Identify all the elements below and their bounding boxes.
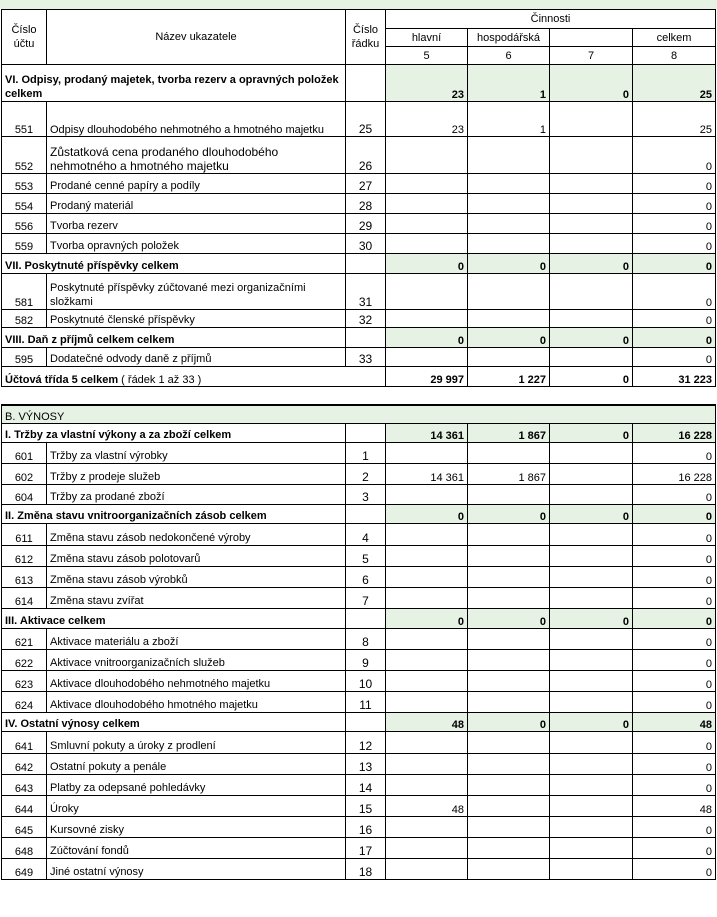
value-v6 bbox=[468, 524, 550, 546]
section-value-v7: 0 bbox=[550, 254, 633, 274]
gap-cell bbox=[2, 387, 716, 405]
value-v6: 1 bbox=[468, 102, 550, 137]
value-v8: 0 bbox=[633, 650, 716, 671]
section-value-v7: 0 bbox=[550, 65, 633, 102]
account-number: 554 bbox=[2, 194, 47, 214]
value-v7 bbox=[550, 137, 633, 174]
header-col-5: 5 bbox=[386, 47, 468, 65]
account-number: 582 bbox=[2, 310, 47, 328]
line-number: 17 bbox=[346, 838, 386, 859]
value-v7 bbox=[550, 234, 633, 254]
top-band bbox=[0, 0, 717, 9]
table-row bbox=[2, 348, 716, 367]
table-row bbox=[2, 102, 716, 137]
value-v5 bbox=[386, 546, 468, 567]
value-v5 bbox=[386, 817, 468, 838]
value-v7 bbox=[550, 588, 633, 609]
section-total-row bbox=[2, 328, 716, 348]
indicator-name: Aktivace vnitroorganizačních služeb bbox=[47, 650, 346, 671]
account-number: 595 bbox=[2, 348, 47, 367]
section-value-v5: 0 bbox=[386, 505, 468, 524]
line-number: 29 bbox=[346, 214, 386, 234]
indicator-name: Tržby za vlastní výrobky bbox=[47, 443, 346, 464]
value-v8: 0 bbox=[633, 348, 716, 367]
class-5-total-row bbox=[2, 367, 716, 387]
value-v6 bbox=[468, 692, 550, 713]
value-v8: 48 bbox=[633, 796, 716, 817]
section-value-v6: 0 bbox=[468, 328, 550, 348]
value-v5 bbox=[386, 485, 468, 505]
header-col-7: 7 bbox=[550, 47, 633, 65]
indicator-name: Prodaný materiál bbox=[47, 194, 346, 214]
value-v8: 0 bbox=[633, 567, 716, 588]
header-blank bbox=[550, 29, 633, 47]
value-v5 bbox=[386, 194, 468, 214]
value-v6 bbox=[468, 546, 550, 567]
value-v5 bbox=[386, 650, 468, 671]
class-5-total-label bbox=[2, 367, 386, 387]
table-row bbox=[2, 775, 716, 796]
value-v8: 0 bbox=[633, 838, 716, 859]
value-v6 bbox=[468, 754, 550, 775]
account-number: 649 bbox=[2, 859, 47, 880]
section-total-row bbox=[2, 713, 716, 732]
table-row bbox=[2, 796, 716, 817]
line-number: 30 bbox=[346, 234, 386, 254]
line-number: 7 bbox=[346, 588, 386, 609]
table-row bbox=[2, 546, 716, 567]
value-v8: 0 bbox=[633, 588, 716, 609]
line-number: 5 bbox=[346, 546, 386, 567]
value-v8: 16 228 bbox=[633, 464, 716, 485]
table-row bbox=[2, 671, 716, 692]
section-value-v7: 0 bbox=[550, 424, 633, 443]
indicator-name: Prodané cenné papíry a podíly bbox=[47, 174, 346, 194]
value-v5 bbox=[386, 732, 468, 754]
section-value-v5: 0 bbox=[386, 254, 468, 274]
revenues-title-row bbox=[2, 405, 716, 424]
section-value-v6: 0 bbox=[468, 609, 550, 629]
value-v7 bbox=[550, 310, 633, 328]
header-col-6: 6 bbox=[468, 47, 550, 65]
value-v7 bbox=[550, 194, 633, 214]
table-row bbox=[2, 137, 716, 174]
line-number: 27 bbox=[346, 174, 386, 194]
value-v7 bbox=[550, 692, 633, 713]
line-number: 2 bbox=[346, 464, 386, 485]
value-v5 bbox=[386, 274, 468, 310]
indicator-name: Smluvní pokuty a úroky z prodlení bbox=[47, 732, 346, 754]
section-line-number bbox=[346, 505, 386, 524]
section-value-v7: 0 bbox=[550, 713, 633, 732]
line-number: 4 bbox=[346, 524, 386, 546]
value-v5: 14 361 bbox=[386, 464, 468, 485]
value-v7 bbox=[550, 775, 633, 796]
line-number: 16 bbox=[346, 817, 386, 838]
table-row bbox=[2, 754, 716, 775]
section-label: IV. Ostatní výnosy celkem bbox=[2, 713, 346, 732]
section-total-row bbox=[2, 424, 716, 443]
section-value-v5: 0 bbox=[386, 609, 468, 629]
indicator-name: Tvorba rezerv bbox=[47, 214, 346, 234]
value-v6 bbox=[468, 796, 550, 817]
account-number: 643 bbox=[2, 775, 47, 796]
value-v5 bbox=[386, 754, 468, 775]
table-row bbox=[2, 234, 716, 254]
table-row bbox=[2, 524, 716, 546]
income-statement-table bbox=[1, 9, 716, 880]
indicator-name: Poskytnuté členské příspěvky bbox=[47, 310, 346, 328]
account-number: 614 bbox=[2, 588, 47, 609]
header-row bbox=[2, 10, 716, 29]
table-row bbox=[2, 485, 716, 505]
section-value-v6: 1 867 bbox=[468, 424, 550, 443]
header-col-8: 8 bbox=[633, 47, 716, 65]
indicator-name: Kursovné zisky bbox=[47, 817, 346, 838]
line-number: 32 bbox=[346, 310, 386, 328]
value-v8: 0 bbox=[633, 546, 716, 567]
value-v5 bbox=[386, 310, 468, 328]
value-v6 bbox=[468, 485, 550, 505]
value-v6 bbox=[468, 732, 550, 754]
line-number: 10 bbox=[346, 671, 386, 692]
line-number: 13 bbox=[346, 754, 386, 775]
value-v7 bbox=[550, 838, 633, 859]
value-v6 bbox=[468, 194, 550, 214]
account-number: 551 bbox=[2, 102, 47, 137]
section-label: VI. Odpisy, prodaný majetek, tvorba rezerv a opravných položek celkem bbox=[2, 65, 346, 102]
header-indicator-name: Název ukazatele bbox=[47, 10, 346, 65]
section-line-number bbox=[346, 424, 386, 443]
value-v5 bbox=[386, 838, 468, 859]
value-v8: 25 bbox=[633, 102, 716, 137]
section-value-v5: 23 bbox=[386, 65, 468, 102]
table-row bbox=[2, 214, 716, 234]
value-v5 bbox=[386, 174, 468, 194]
value-v8: 0 bbox=[633, 174, 716, 194]
account-number: 611 bbox=[2, 524, 47, 546]
value-v5 bbox=[386, 775, 468, 796]
table-row bbox=[2, 310, 716, 328]
indicator-name: Změna stavu zásob výrobků bbox=[47, 567, 346, 588]
value-v8: 0 bbox=[633, 629, 716, 650]
value-v7 bbox=[550, 348, 633, 367]
value-v7 bbox=[550, 817, 633, 838]
section-value-v5: 0 bbox=[386, 328, 468, 348]
section-value-v8: 0 bbox=[633, 254, 716, 274]
value-v5 bbox=[386, 524, 468, 546]
table-row bbox=[2, 274, 716, 310]
line-number: 18 bbox=[346, 859, 386, 880]
value-v5 bbox=[386, 671, 468, 692]
value-v7 bbox=[550, 102, 633, 137]
total-value-v6: 1 227 bbox=[468, 367, 550, 387]
line-number: 9 bbox=[346, 650, 386, 671]
table-row bbox=[2, 859, 716, 880]
account-number: 552 bbox=[2, 137, 47, 174]
value-v5 bbox=[386, 692, 468, 713]
value-v5 bbox=[386, 214, 468, 234]
account-number: 623 bbox=[2, 671, 47, 692]
value-v8: 0 bbox=[633, 671, 716, 692]
header-line-number: Číslo řádku bbox=[346, 10, 386, 65]
indicator-name: Dodatečné odvody daně z příjmů bbox=[47, 348, 346, 367]
value-v8: 0 bbox=[633, 775, 716, 796]
section-value-v8: 0 bbox=[633, 609, 716, 629]
value-v6 bbox=[468, 310, 550, 328]
section-value-v7: 0 bbox=[550, 609, 633, 629]
indicator-name: Změna stavu zvířat bbox=[47, 588, 346, 609]
header-total: celkem bbox=[633, 29, 716, 47]
section-line-number bbox=[346, 609, 386, 629]
line-number: 11 bbox=[346, 692, 386, 713]
value-v5 bbox=[386, 859, 468, 880]
indicator-name: Změna stavu zásob polotovarů bbox=[47, 546, 346, 567]
value-v8: 0 bbox=[633, 214, 716, 234]
line-number: 15 bbox=[346, 796, 386, 817]
account-number: 613 bbox=[2, 567, 47, 588]
section-total-row bbox=[2, 505, 716, 524]
table-row bbox=[2, 464, 716, 485]
line-number: 3 bbox=[346, 485, 386, 505]
account-number: 553 bbox=[2, 174, 47, 194]
header-activities: Činnosti bbox=[386, 10, 716, 29]
value-v6 bbox=[468, 443, 550, 464]
indicator-name: Odpisy dlouhodobého nehmotného a hmotného majetku bbox=[47, 102, 346, 137]
value-v5 bbox=[386, 588, 468, 609]
indicator-name: Tržby za prodané zboží bbox=[47, 485, 346, 505]
section-label: III. Aktivace celkem bbox=[2, 609, 346, 629]
indicator-name: Aktivace dlouhodobého hmotného majetku bbox=[47, 692, 346, 713]
line-number: 8 bbox=[346, 629, 386, 650]
section-line-number bbox=[346, 328, 386, 348]
value-v5 bbox=[386, 443, 468, 464]
total-label-bold: Účtová třída 5 celkem bbox=[5, 374, 119, 386]
value-v7 bbox=[550, 732, 633, 754]
section-value-v8: 0 bbox=[633, 505, 716, 524]
line-number: 25 bbox=[346, 102, 386, 137]
section-value-v6: 1 bbox=[468, 65, 550, 102]
value-v6 bbox=[468, 817, 550, 838]
indicator-name: Změna stavu zásob nedokončené výroby bbox=[47, 524, 346, 546]
value-v5 bbox=[386, 234, 468, 254]
section-value-v7: 0 bbox=[550, 505, 633, 524]
value-v8: 0 bbox=[633, 443, 716, 464]
value-v7 bbox=[550, 567, 633, 588]
line-number: 6 bbox=[346, 567, 386, 588]
value-v7 bbox=[550, 174, 633, 194]
value-v6 bbox=[468, 588, 550, 609]
indicator-name: Zůstatková cena prodaného dlouhodobého nehmotného a hmotného majetku bbox=[47, 137, 346, 174]
account-number: 624 bbox=[2, 692, 47, 713]
value-v7 bbox=[550, 546, 633, 567]
line-number: 26 bbox=[346, 137, 386, 174]
header-main: hlavní bbox=[386, 29, 468, 47]
line-number: 31 bbox=[346, 274, 386, 310]
value-v7 bbox=[550, 671, 633, 692]
section-value-v6: 0 bbox=[468, 254, 550, 274]
indicator-name: Platby za odepsané pohledávky bbox=[47, 775, 346, 796]
value-v8: 0 bbox=[633, 859, 716, 880]
section-label: VII. Poskytnuté příspěvky celkem bbox=[2, 254, 346, 274]
value-v8: 0 bbox=[633, 692, 716, 713]
value-v6 bbox=[468, 234, 550, 254]
section-value-v5: 48 bbox=[386, 713, 468, 732]
section-value-v5: 14 361 bbox=[386, 424, 468, 443]
account-number: 621 bbox=[2, 629, 47, 650]
value-v7 bbox=[550, 796, 633, 817]
value-v8: 0 bbox=[633, 310, 716, 328]
table-row bbox=[2, 567, 716, 588]
table-row bbox=[2, 692, 716, 713]
value-v5: 23 bbox=[386, 102, 468, 137]
section-label: I. Tržby za vlastní výkony a za zboží celkem bbox=[2, 424, 346, 443]
value-v6 bbox=[468, 650, 550, 671]
total-value-v7: 0 bbox=[550, 367, 633, 387]
value-v6 bbox=[468, 348, 550, 367]
value-v6: 1 867 bbox=[468, 464, 550, 485]
value-v7 bbox=[550, 214, 633, 234]
value-v7 bbox=[550, 650, 633, 671]
table-row bbox=[2, 443, 716, 464]
section-value-v8: 0 bbox=[633, 328, 716, 348]
table-row bbox=[2, 838, 716, 859]
value-v7 bbox=[550, 274, 633, 310]
section-value-v8: 16 228 bbox=[633, 424, 716, 443]
value-v8: 0 bbox=[633, 817, 716, 838]
value-v7 bbox=[550, 443, 633, 464]
value-v6 bbox=[468, 629, 550, 650]
account-number: 612 bbox=[2, 546, 47, 567]
value-v6 bbox=[468, 274, 550, 310]
account-number: 645 bbox=[2, 817, 47, 838]
value-v7 bbox=[550, 464, 633, 485]
indicator-name: Tržby z prodeje služeb bbox=[47, 464, 346, 485]
section-label: VIII. Daň z příjmů celkem celkem bbox=[2, 328, 346, 348]
section-label: II. Změna stavu vnitroorganizačních zásob celkem bbox=[2, 505, 346, 524]
value-v6 bbox=[468, 671, 550, 692]
table-row bbox=[2, 588, 716, 609]
value-v8: 0 bbox=[633, 485, 716, 505]
account-number: 556 bbox=[2, 214, 47, 234]
table-row bbox=[2, 817, 716, 838]
section-value-v8: 25 bbox=[633, 65, 716, 102]
value-v5 bbox=[386, 567, 468, 588]
value-v5 bbox=[386, 348, 468, 367]
section-total-row bbox=[2, 65, 716, 102]
line-number: 14 bbox=[346, 775, 386, 796]
section-value-v8: 48 bbox=[633, 713, 716, 732]
indicator-name: Tvorba opravných položek bbox=[47, 234, 346, 254]
header-economic: hospodářská bbox=[468, 29, 550, 47]
value-v7 bbox=[550, 485, 633, 505]
section-total-row bbox=[2, 609, 716, 629]
account-number: 559 bbox=[2, 234, 47, 254]
account-number: 644 bbox=[2, 796, 47, 817]
value-v6 bbox=[468, 214, 550, 234]
line-number: 33 bbox=[346, 348, 386, 367]
total-label-range: ( řádek 1 až 33 ) bbox=[118, 374, 202, 386]
section-line-number bbox=[346, 254, 386, 274]
value-v5: 48 bbox=[386, 796, 468, 817]
section-value-v7: 0 bbox=[550, 328, 633, 348]
value-v6 bbox=[468, 137, 550, 174]
indicator-name: Aktivace dlouhodobého nehmotného majetku bbox=[47, 671, 346, 692]
section-line-number bbox=[346, 713, 386, 732]
indicator-name: Úroky bbox=[47, 796, 346, 817]
line-number: 12 bbox=[346, 732, 386, 754]
value-v8: 0 bbox=[633, 524, 716, 546]
value-v8: 0 bbox=[633, 732, 716, 754]
revenues-title: B. VÝNOSY bbox=[2, 405, 716, 424]
account-number: 648 bbox=[2, 838, 47, 859]
account-number: 641 bbox=[2, 732, 47, 754]
account-number: 581 bbox=[2, 274, 47, 310]
account-number: 622 bbox=[2, 650, 47, 671]
value-v6 bbox=[468, 838, 550, 859]
value-v7 bbox=[550, 629, 633, 650]
account-number: 601 bbox=[2, 443, 47, 464]
value-v8: 0 bbox=[633, 234, 716, 254]
section-gap bbox=[2, 387, 716, 405]
section-value-v6: 0 bbox=[468, 713, 550, 732]
value-v5 bbox=[386, 137, 468, 174]
table-row bbox=[2, 650, 716, 671]
total-value-v8: 31 223 bbox=[633, 367, 716, 387]
value-v8: 0 bbox=[633, 137, 716, 174]
total-value-v5: 29 997 bbox=[386, 367, 468, 387]
table-row bbox=[2, 732, 716, 754]
value-v6 bbox=[468, 174, 550, 194]
line-number: 1 bbox=[346, 443, 386, 464]
value-v8: 0 bbox=[633, 274, 716, 310]
section-total-row bbox=[2, 254, 716, 274]
section-value-v6: 0 bbox=[468, 505, 550, 524]
value-v5 bbox=[386, 629, 468, 650]
indicator-name: Zúčtování fondů bbox=[47, 838, 346, 859]
indicator-name: Jiné ostatní výnosy bbox=[47, 859, 346, 880]
account-number: 642 bbox=[2, 754, 47, 775]
value-v8: 0 bbox=[633, 754, 716, 775]
indicator-name: Poskytnuté příspěvky zúčtované mezi organizačními složkami bbox=[47, 274, 346, 310]
section-line-number bbox=[346, 65, 386, 102]
value-v7 bbox=[550, 859, 633, 880]
value-v6 bbox=[468, 567, 550, 588]
indicator-name: Aktivace materiálu a zboží bbox=[47, 629, 346, 650]
line-number: 28 bbox=[346, 194, 386, 214]
account-number: 602 bbox=[2, 464, 47, 485]
table-row bbox=[2, 194, 716, 214]
value-v6 bbox=[468, 859, 550, 880]
value-v7 bbox=[550, 524, 633, 546]
indicator-name: Ostatní pokuty a penále bbox=[47, 754, 346, 775]
table-row bbox=[2, 629, 716, 650]
account-number: 604 bbox=[2, 485, 47, 505]
value-v6 bbox=[468, 775, 550, 796]
header-account-number: Číslo účtu bbox=[2, 10, 47, 65]
value-v8: 0 bbox=[633, 194, 716, 214]
table-row bbox=[2, 174, 716, 194]
value-v7 bbox=[550, 754, 633, 775]
